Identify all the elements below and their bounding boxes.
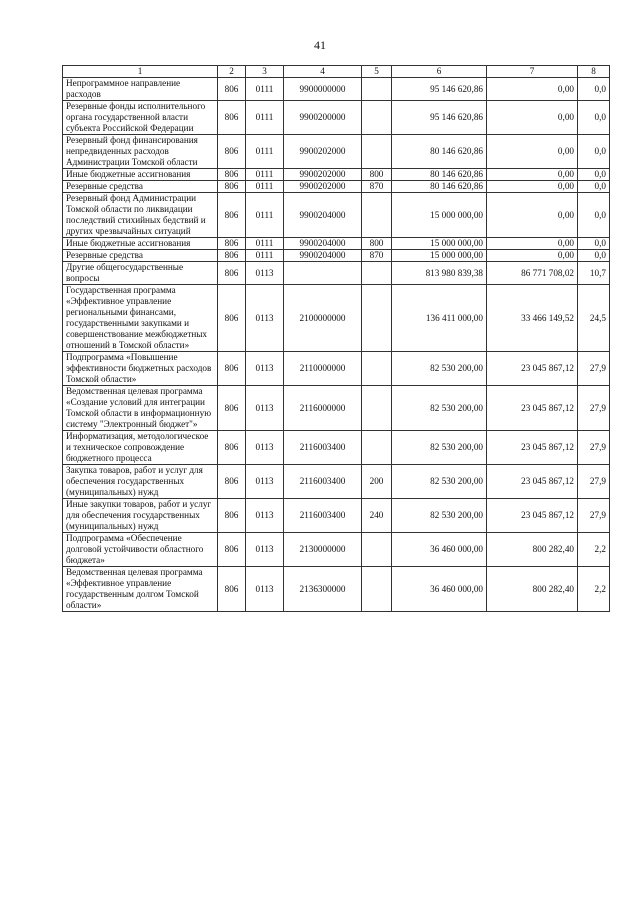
row-plan-amount: 813 980 839,38: [392, 262, 487, 285]
row-plan-amount: 95 146 620,86: [392, 78, 487, 101]
row-actual-amount: 800 282,40: [487, 567, 578, 612]
col-header-8: 8: [578, 66, 610, 78]
row-target-code: 2116003400: [284, 431, 362, 465]
row-ministry-code: 806: [218, 431, 246, 465]
row-expense-type: [362, 101, 392, 135]
col-header-2: 2: [218, 66, 246, 78]
row-plan-amount: 82 530 200,00: [392, 431, 487, 465]
row-plan-amount: 82 530 200,00: [392, 499, 487, 533]
row-expense-type: [362, 352, 392, 386]
row-plan-amount: 136 411 000,00: [392, 285, 487, 352]
table-row: [63, 567, 610, 612]
table-row: [63, 181, 610, 193]
row-ministry-code: 806: [218, 533, 246, 567]
row-plan-amount: 80 146 620,86: [392, 135, 487, 169]
row-plan-amount: 82 530 200,00: [392, 386, 487, 431]
row-plan-amount: 80 146 620,86: [392, 181, 487, 193]
row-actual-amount: 0,00: [487, 101, 578, 135]
row-percent: 0,0: [578, 78, 610, 101]
row-section-code: 0113: [246, 465, 284, 499]
row-ministry-code: 806: [218, 78, 246, 101]
table-row: [63, 352, 610, 386]
row-target-code: 2116003400: [284, 499, 362, 533]
row-section-code: 0111: [246, 135, 284, 169]
row-name: Резервный фонд финансирования непредвиденных расходов Администрации Томской области: [63, 135, 218, 169]
row-actual-amount: 0,00: [487, 181, 578, 193]
row-section-code: 0113: [246, 533, 284, 567]
row-percent: 10,7: [578, 262, 610, 285]
row-section-code: 0113: [246, 262, 284, 285]
table-row: [63, 262, 610, 285]
table-row: [63, 135, 610, 169]
col-header-6: 6: [392, 66, 487, 78]
row-actual-amount: 0,00: [487, 193, 578, 238]
row-target-code: 9900202000: [284, 169, 362, 181]
row-expense-type: 870: [362, 250, 392, 262]
row-ministry-code: 806: [218, 135, 246, 169]
table-row: [63, 431, 610, 465]
table-row: [63, 285, 610, 352]
table-row: [63, 78, 610, 101]
row-name: Резервные средства: [63, 181, 218, 193]
row-expense-type: [362, 386, 392, 431]
row-target-code: 2116000000: [284, 386, 362, 431]
row-ministry-code: 806: [218, 386, 246, 431]
row-target-code: 9900000000: [284, 78, 362, 101]
row-name: Подпрограмма «Обеспечение долговой устойчивости областного бюджета»: [63, 533, 218, 567]
row-percent: 27,9: [578, 352, 610, 386]
row-percent: 0,0: [578, 181, 610, 193]
row-actual-amount: 0,00: [487, 135, 578, 169]
row-percent: 27,9: [578, 386, 610, 431]
row-section-code: 0111: [246, 101, 284, 135]
budget-table: [62, 65, 610, 612]
row-expense-type: [362, 533, 392, 567]
row-percent: 0,0: [578, 169, 610, 181]
row-section-code: 0113: [246, 386, 284, 431]
row-target-code: 9900202000: [284, 135, 362, 169]
row-actual-amount: 0,00: [487, 78, 578, 101]
row-plan-amount: 82 530 200,00: [392, 352, 487, 386]
row-name: Ведомственная целевая программа «Создание условий для интеграции Томской области в информационную систему "Электронный бюджет"»: [63, 386, 218, 431]
row-target-code: 9900204000: [284, 193, 362, 238]
row-name: Резервные фонды исполнительного органа государственной власти субъекта Российской Федерации: [63, 101, 218, 135]
table-row: [63, 533, 610, 567]
row-target-code: 2136300000: [284, 567, 362, 612]
row-actual-amount: 23 045 867,12: [487, 431, 578, 465]
row-ministry-code: 806: [218, 181, 246, 193]
row-percent: 0,0: [578, 101, 610, 135]
row-actual-amount: 86 771 708,02: [487, 262, 578, 285]
row-expense-type: 240: [362, 499, 392, 533]
row-expense-type: [362, 262, 392, 285]
page-number: 41: [314, 38, 326, 52]
row-expense-type: 800: [362, 169, 392, 181]
row-name: Другие общегосударственные вопросы: [63, 262, 218, 285]
row-actual-amount: 0,00: [487, 250, 578, 262]
row-target-code: 9900202000: [284, 181, 362, 193]
row-expense-type: [362, 78, 392, 101]
row-actual-amount: 23 045 867,12: [487, 386, 578, 431]
row-percent: 0,0: [578, 250, 610, 262]
row-expense-type: [362, 567, 392, 612]
row-ministry-code: 806: [218, 101, 246, 135]
row-percent: 0,0: [578, 238, 610, 250]
col-header-7: 7: [487, 66, 578, 78]
row-actual-amount: 23 045 867,12: [487, 352, 578, 386]
row-section-code: 0113: [246, 431, 284, 465]
row-target-code: 9900204000: [284, 238, 362, 250]
row-ministry-code: 806: [218, 567, 246, 612]
row-name: Непрограммное направление расходов: [63, 78, 218, 101]
row-name: Ведомственная целевая программа «Эффективное управление государственным долгом Томской области»: [63, 567, 218, 612]
row-section-code: 0111: [246, 181, 284, 193]
row-actual-amount: 23 045 867,12: [487, 499, 578, 533]
row-target-code: 2110000000: [284, 352, 362, 386]
table-row: [63, 386, 610, 431]
col-header-5: 5: [362, 66, 392, 78]
row-percent: 2,2: [578, 533, 610, 567]
row-actual-amount: 23 045 867,12: [487, 465, 578, 499]
row-section-code: 0111: [246, 193, 284, 238]
row-section-code: 0111: [246, 250, 284, 262]
row-ministry-code: 806: [218, 250, 246, 262]
row-expense-type: 870: [362, 181, 392, 193]
row-percent: 27,9: [578, 465, 610, 499]
row-percent: 27,9: [578, 499, 610, 533]
row-section-code: 0113: [246, 499, 284, 533]
row-name: Резервный фонд Администрации Томской области по ликвидации последствий стихийных бедствий и других чрезвычайных ситуаций: [63, 193, 218, 238]
row-ministry-code: 806: [218, 262, 246, 285]
col-header-4: 4: [284, 66, 362, 78]
row-expense-type: [362, 193, 392, 238]
row-section-code: 0111: [246, 78, 284, 101]
row-actual-amount: 800 282,40: [487, 533, 578, 567]
table-row: [63, 499, 610, 533]
row-ministry-code: 806: [218, 352, 246, 386]
row-plan-amount: 15 000 000,00: [392, 250, 487, 262]
col-header-1: 1: [63, 66, 218, 78]
row-section-code: 0113: [246, 352, 284, 386]
row-actual-amount: 0,00: [487, 169, 578, 181]
row-percent: 0,0: [578, 135, 610, 169]
row-ministry-code: 806: [218, 465, 246, 499]
row-target-code: 2130000000: [284, 533, 362, 567]
row-plan-amount: 15 000 000,00: [392, 193, 487, 238]
row-section-code: 0111: [246, 169, 284, 181]
row-section-code: 0113: [246, 285, 284, 352]
row-target-code: 2100000000: [284, 285, 362, 352]
row-target-code: 9900200000: [284, 101, 362, 135]
row-target-code: [284, 262, 362, 285]
row-plan-amount: 36 460 000,00: [392, 533, 487, 567]
row-name: Резервные средства: [63, 250, 218, 262]
row-plan-amount: 80 146 620,86: [392, 169, 487, 181]
row-expense-type: 800: [362, 238, 392, 250]
row-ministry-code: 806: [218, 193, 246, 238]
col-header-3: 3: [246, 66, 284, 78]
row-name: Государственная программа «Эффективное управление региональными финансами, государственными закупками и совершенствование межбюджетных отношений в Томской области»: [63, 285, 218, 352]
header-row: [63, 66, 610, 78]
row-plan-amount: 82 530 200,00: [392, 465, 487, 499]
row-expense-type: [362, 431, 392, 465]
table-row: [63, 169, 610, 181]
row-actual-amount: 0,00: [487, 238, 578, 250]
row-name: Иные бюджетные ассигнования: [63, 238, 218, 250]
table-row: [63, 101, 610, 135]
row-percent: 2,2: [578, 567, 610, 612]
table-row: [63, 465, 610, 499]
table-row: [63, 238, 610, 250]
row-target-code: 9900204000: [284, 250, 362, 262]
row-name: Информатизация, методологическое и техническое сопровождение бюджетного процесса: [63, 431, 218, 465]
row-ministry-code: 806: [218, 499, 246, 533]
row-actual-amount: 33 466 149,52: [487, 285, 578, 352]
row-percent: 27,9: [578, 431, 610, 465]
row-ministry-code: 806: [218, 238, 246, 250]
row-name: Иные бюджетные ассигнования: [63, 169, 218, 181]
row-ministry-code: 806: [218, 285, 246, 352]
row-percent: 24,5: [578, 285, 610, 352]
row-section-code: 0113: [246, 567, 284, 612]
row-target-code: 2116003400: [284, 465, 362, 499]
table-row: [63, 193, 610, 238]
row-plan-amount: 95 146 620,86: [392, 101, 487, 135]
row-expense-type: 200: [362, 465, 392, 499]
row-percent: 0,0: [578, 193, 610, 238]
row-plan-amount: 15 000 000,00: [392, 238, 487, 250]
row-ministry-code: 806: [218, 169, 246, 181]
table-row: [63, 250, 610, 262]
row-name: Закупка товаров, работ и услуг для обеспечения государственных (муниципальных) нужд: [63, 465, 218, 499]
row-name: Подпрограмма «Повышение эффективности бюджетных расходов Томской области»: [63, 352, 218, 386]
row-name: Иные закупки товаров, работ и услуг для обеспечения государственных (муниципальных) нужд: [63, 499, 218, 533]
row-plan-amount: 36 460 000,00: [392, 567, 487, 612]
row-expense-type: [362, 285, 392, 352]
row-expense-type: [362, 135, 392, 169]
row-section-code: 0111: [246, 238, 284, 250]
